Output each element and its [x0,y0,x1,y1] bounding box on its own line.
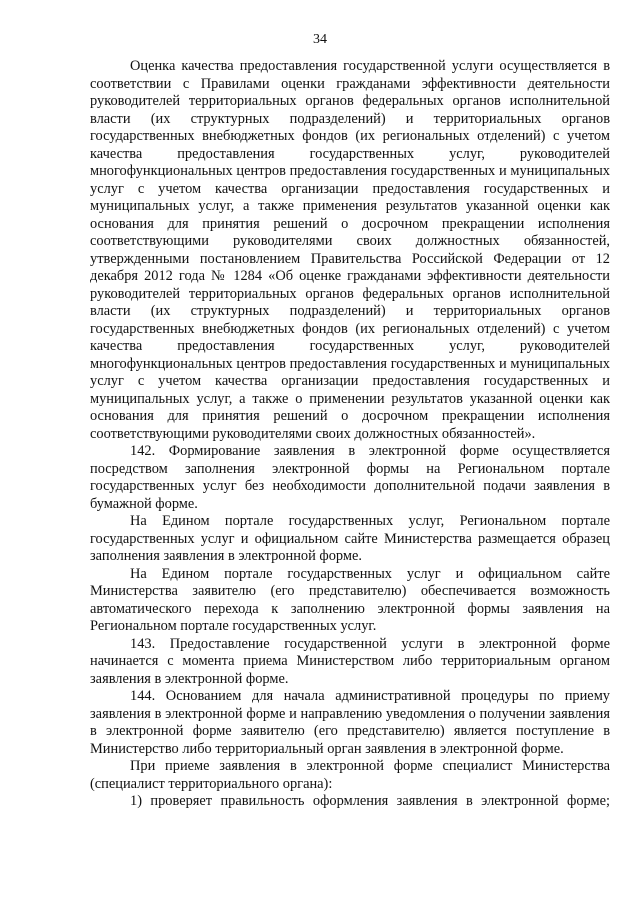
paragraph-specialist: При приеме заявления в электронной форме специалист Министерства (специалист территориального органа): [90,758,610,792]
list-item-1: 1) проверяет правильность оформления заявления в электронной форме; [130,793,610,809]
paragraph-sample-form: На Едином портале государственных услуг, Региональном портале государственных услуг и официальном сайте Министерства размещается образец заполнения заявления в электронной форме. [90,513,610,564]
paragraph-quality-assessment: Оценка качества предоставления государственной услуги осуществляется в соответствии с Правилами оценки гражданами эффективности деятельности руководителей территориальных органов федеральных органов исполнительной власти (их структурных подразделений) и территориальных органов государственных внебюджетных фондов (их региональных отделений) с учетом качества предоставления государственных услуг, руководителей многофункциональных центров предоставления государственных и муниципальных услуг с учетом качества организации предоставления государственных и муниципальных услуг, а также применения результатов указанной оценки как основания для принятия решений о досрочном прекращении исполнения соответствующими руководителями своих должностных обязанностей, утвержденными постановлением Правительства Российской Федерации от 12 декабря 2012 года № 1284 «Об оценке гражданами эффективности деятельности руководителей территориальных органов федеральных органов исполнительной власти (их структурных подразделений) и территориальных органов государственных внебюджетных фондов (их региональных отделений) с учетом качества предоставления государственных услуг, руководителей многофункциональных центров предоставления государственных и муниципальных услуг с учетом качества организации предоставления государственных и муниципальных услуг, а также о применении результатов указанной оценки как основания для принятия решений о досрочном прекращении исполнения соответствующими руководителями своих должностных обязанностей». [90,58,610,442]
paragraph-143: 143. Предоставление государственной услуги в электронной форме начинается с момента приема Министерством либо территориальным органом заявления в электронной форме. [90,635,610,687]
page-number: 34 [313,32,327,47]
paragraph-144: 144. Основанием для начала административной процедуры по приему заявления в электронной форме и направлению уведомления о получении заявления в электронной форме заявителю (его представителю) является поступление в Министерство либо территориальный орган заявления в электронной форме. [90,688,610,757]
paragraph-auto-transition: На Едином портале государственных услуг и официальном сайте Министерства заявителю (его представителю) обеспечивается возможность автоматического перехода к заполнению электронной формы заявления на Региональном портале государственных услуг. [90,565,610,634]
document-body [90,58,610,811]
paragraph-142: 142. Формирование заявления в электронной форме осуществляется посредством заполнения электронной формы на Региональном портале государственных услуг без необходимости дополнительной подачи заявления в бумажной форме. [90,443,610,512]
